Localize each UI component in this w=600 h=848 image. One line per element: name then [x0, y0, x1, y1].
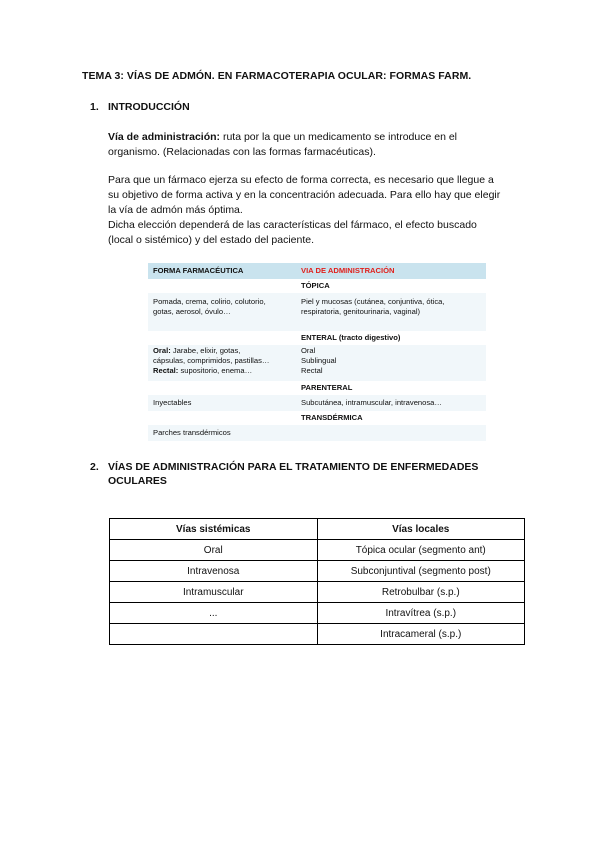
section-row-topica — [148, 279, 486, 293]
table-row — [110, 603, 525, 624]
section-label-topica: TÓPICA — [296, 279, 486, 293]
table-row — [148, 345, 486, 381]
table-row — [110, 624, 525, 645]
section-row-enteral — [148, 331, 486, 345]
paragraph-line: Para que un fármaco ejerza su efecto de forma correcta, es necesario que llegue a — [108, 174, 494, 186]
header-vias-sistemicas: Vías sistémicas — [110, 519, 318, 540]
section-number: 2. — [90, 461, 99, 473]
ocular-routes-table — [109, 518, 525, 645]
explanation-paragraph — [108, 173, 508, 248]
table-header-row — [110, 519, 525, 540]
section-heading-vias-oculares — [90, 460, 520, 488]
table-cell — [110, 624, 318, 645]
table-row — [110, 540, 525, 561]
table-row — [148, 293, 486, 331]
paragraph-line: su objetivo de forma activa y en la concentración adecuada. Para ello hay que elegir — [108, 189, 501, 201]
enteral-forms: Oral: Jarabe, elixir, gotas, cápsulas, comprimidos, pastillas… Rectal: supositorio, enema… — [148, 345, 296, 381]
forms-routes-table — [148, 263, 486, 441]
enteral-routes: Oral Sublingual Rectal — [296, 345, 486, 381]
section-heading-text: INTRODUCCIÓN — [108, 101, 190, 113]
section-label-enteral: ENTERAL (tracto digestivo) — [296, 331, 486, 345]
table-cell: Tópica ocular (segmento ant) — [317, 540, 525, 561]
table-row — [110, 561, 525, 582]
table-cell: Intravítrea (s.p.) — [317, 603, 525, 624]
header-vias-locales: Vías locales — [317, 519, 525, 540]
parenteral-forms: Inyectables — [148, 395, 296, 411]
parenteral-routes: Subcutánea, intramuscular, intravenosa… — [296, 395, 486, 411]
table-cell: Subconjuntival (segmento post) — [317, 561, 525, 582]
section-label-transdermica: TRANSDÉRMICA — [296, 411, 486, 425]
definition-term: Vía de administración: — [108, 131, 221, 143]
paragraph-line: la vía de admón más óptima. — [108, 204, 243, 216]
header-forma-farmaceutica: FORMA FARMACÉUTICA — [148, 263, 296, 279]
table-cell: Oral — [110, 540, 318, 561]
section-row-transdermica — [148, 411, 486, 425]
table-row — [148, 425, 486, 441]
section-heading-text: VÍAS DE ADMINISTRACIÓN PARA EL TRATAMIENTO DE ENFERMEDADES OCULARES — [108, 461, 479, 487]
table-row — [148, 395, 486, 411]
table-cell: Intramuscular — [110, 582, 318, 603]
table-row — [110, 582, 525, 603]
topica-forms: Pomada, crema, colirio, colutorio, gotas, aerosol, óvulo… — [148, 293, 296, 331]
table-cell: Intravenosa — [110, 561, 318, 582]
definition-text-line1: ruta por la que un medicamento se introduce en el — [220, 131, 458, 143]
table-cell: Retrobulbar (s.p.) — [317, 582, 525, 603]
transdermica-forms: Parches transdérmicos — [148, 425, 296, 441]
topica-routes: Piel y mucosas (cutánea, conjuntiva, ótica, respiratoria, genitourinaria, vaginal) — [296, 293, 486, 331]
section-row-parenteral — [148, 381, 486, 395]
section-number: 1. — [90, 101, 99, 113]
section-label-parenteral: PARENTERAL — [296, 381, 486, 395]
definition-paragraph — [108, 130, 508, 160]
definition-text-line2: organismo. (Relacionadas con las formas farmacéuticas). — [108, 146, 376, 158]
paragraph-line: Dicha elección dependerá de las características del fármaco, el efecto buscado — [108, 219, 477, 231]
table-header-row — [148, 263, 486, 279]
table-cell: Intracameral (s.p.) — [317, 624, 525, 645]
header-via-administracion: VIA DE ADMINISTRACIÓN — [296, 263, 486, 279]
paragraph-line: (local o sistémico) y del estado del paciente. — [108, 234, 315, 246]
table-cell: ... — [110, 603, 318, 624]
document-title: TEMA 3: VÍAS DE ADMÓN. EN FARMACOTERAPIA OCULAR: FORMAS FARM. — [82, 70, 472, 82]
